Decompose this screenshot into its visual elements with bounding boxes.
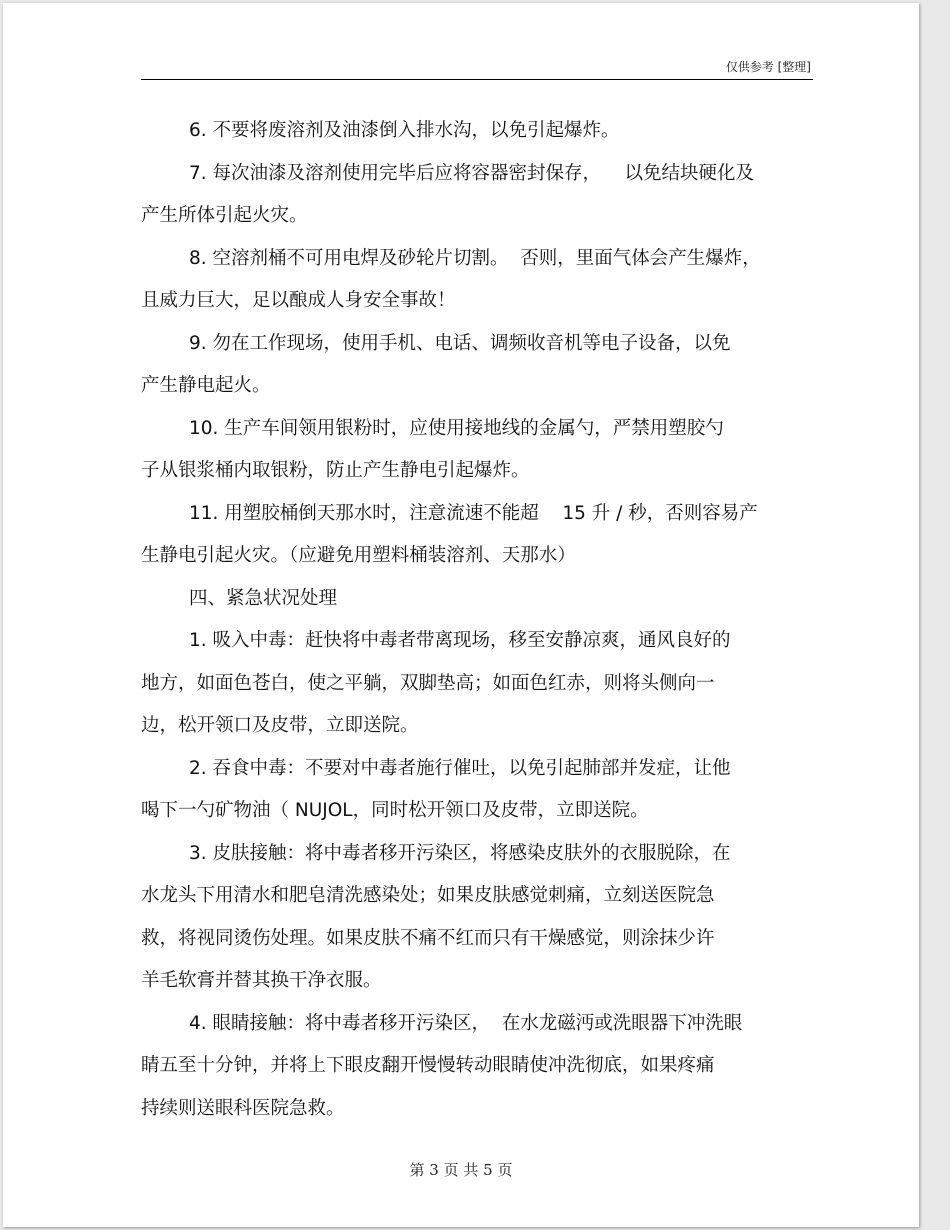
document-page bbox=[3, 3, 919, 1227]
text-line: 7. 每次油漆及溶剂使用完毕后应将容器密封保存， 以免结块硬化及 bbox=[189, 162, 755, 184]
text-line: 9. 勿在工作现场，使用手机、电话、调频收音机等电子设备，以免 bbox=[189, 332, 731, 354]
text-line: 产生静电起火。 bbox=[141, 375, 271, 396]
text-line: 11. 用塑胶桶倒天那水时，注意流速不能超 15 升 / 秒，否则容易产 bbox=[189, 502, 758, 524]
text-line: 水龙头下用清水和肥皂清洗感染处；如果皮肤感觉刺痛，立刻送医院急 bbox=[141, 885, 715, 906]
text-line: 1. 吸入中毒：赶快将中毒者带离现场，移至安静凉爽，通风良好的 bbox=[189, 630, 731, 651]
text-line: 羊毛软膏并替其换干净衣服。 bbox=[141, 970, 382, 991]
text-line: 8. 空溶剂桶不可用电焊及砂轮片切割。 否则，里面气体会产生爆炸， bbox=[189, 247, 761, 269]
text-line: 生静电引起火灾。（应避免用塑料桶装溶剂、天那水） bbox=[141, 545, 576, 566]
text-line: 持续则送眼科医院急救。 bbox=[141, 1097, 345, 1119]
text-line: 喝下一勺矿物油（ NUJOL，同时松开领口及皮带，立即送院。 bbox=[141, 800, 649, 821]
text-line: 睛五至十分钟，并将上下眼皮翻开慢慢转动眼睛使冲洗彻底，如果疼痛 bbox=[141, 1055, 715, 1076]
text-line: 且威力巨大，足以酿成人身安全事故！ bbox=[141, 290, 456, 311]
text-line: 四、紧急状况处理 bbox=[189, 587, 338, 609]
text-line: 3. 皮肤接触：将中毒者移开污染区，将感染皮肤外的衣服脱除，在 bbox=[189, 842, 731, 864]
text-line: 产生所体引起火灾。 bbox=[141, 205, 308, 226]
page-footer: 第 3 页 共 5 页 bbox=[409, 1161, 513, 1179]
text-line: 救，将视同烫伤处理。如果皮肤不痛不红而只有干燥感觉，则涂抹少许 bbox=[141, 927, 715, 949]
text-line: 10. 生产车间领用银粉时，应使用接地线的金属勺，严禁用塑胶勺 bbox=[189, 417, 724, 439]
text-line: 4. 眼睛接触：将中毒者移开污染区， 在水龙磁沔或洗眼器下冲洗眼 bbox=[189, 1012, 743, 1034]
text-line: 2. 吞食中毒：不要对中毒者施行催吐，以免引起肺部并发症，让他 bbox=[189, 757, 731, 779]
text-line: 子从银浆桶内取银粉，防止产生静电引起爆炸。 bbox=[141, 460, 530, 481]
text-line: 6. 不要将废溶剂及油漆倒入排水沟，以免引起爆炸。 bbox=[189, 120, 620, 141]
text-line: 边，松开领口及皮带，立即送院。 bbox=[141, 715, 419, 736]
text-line: 地方，如面色苍白，使之平躺，双脚垫高；如面色红赤，则将头侧向一 bbox=[141, 672, 715, 694]
header-divider bbox=[141, 79, 813, 80]
page-header: 仅供参考 [整理] bbox=[725, 60, 811, 74]
document-body bbox=[141, 110, 813, 1130]
